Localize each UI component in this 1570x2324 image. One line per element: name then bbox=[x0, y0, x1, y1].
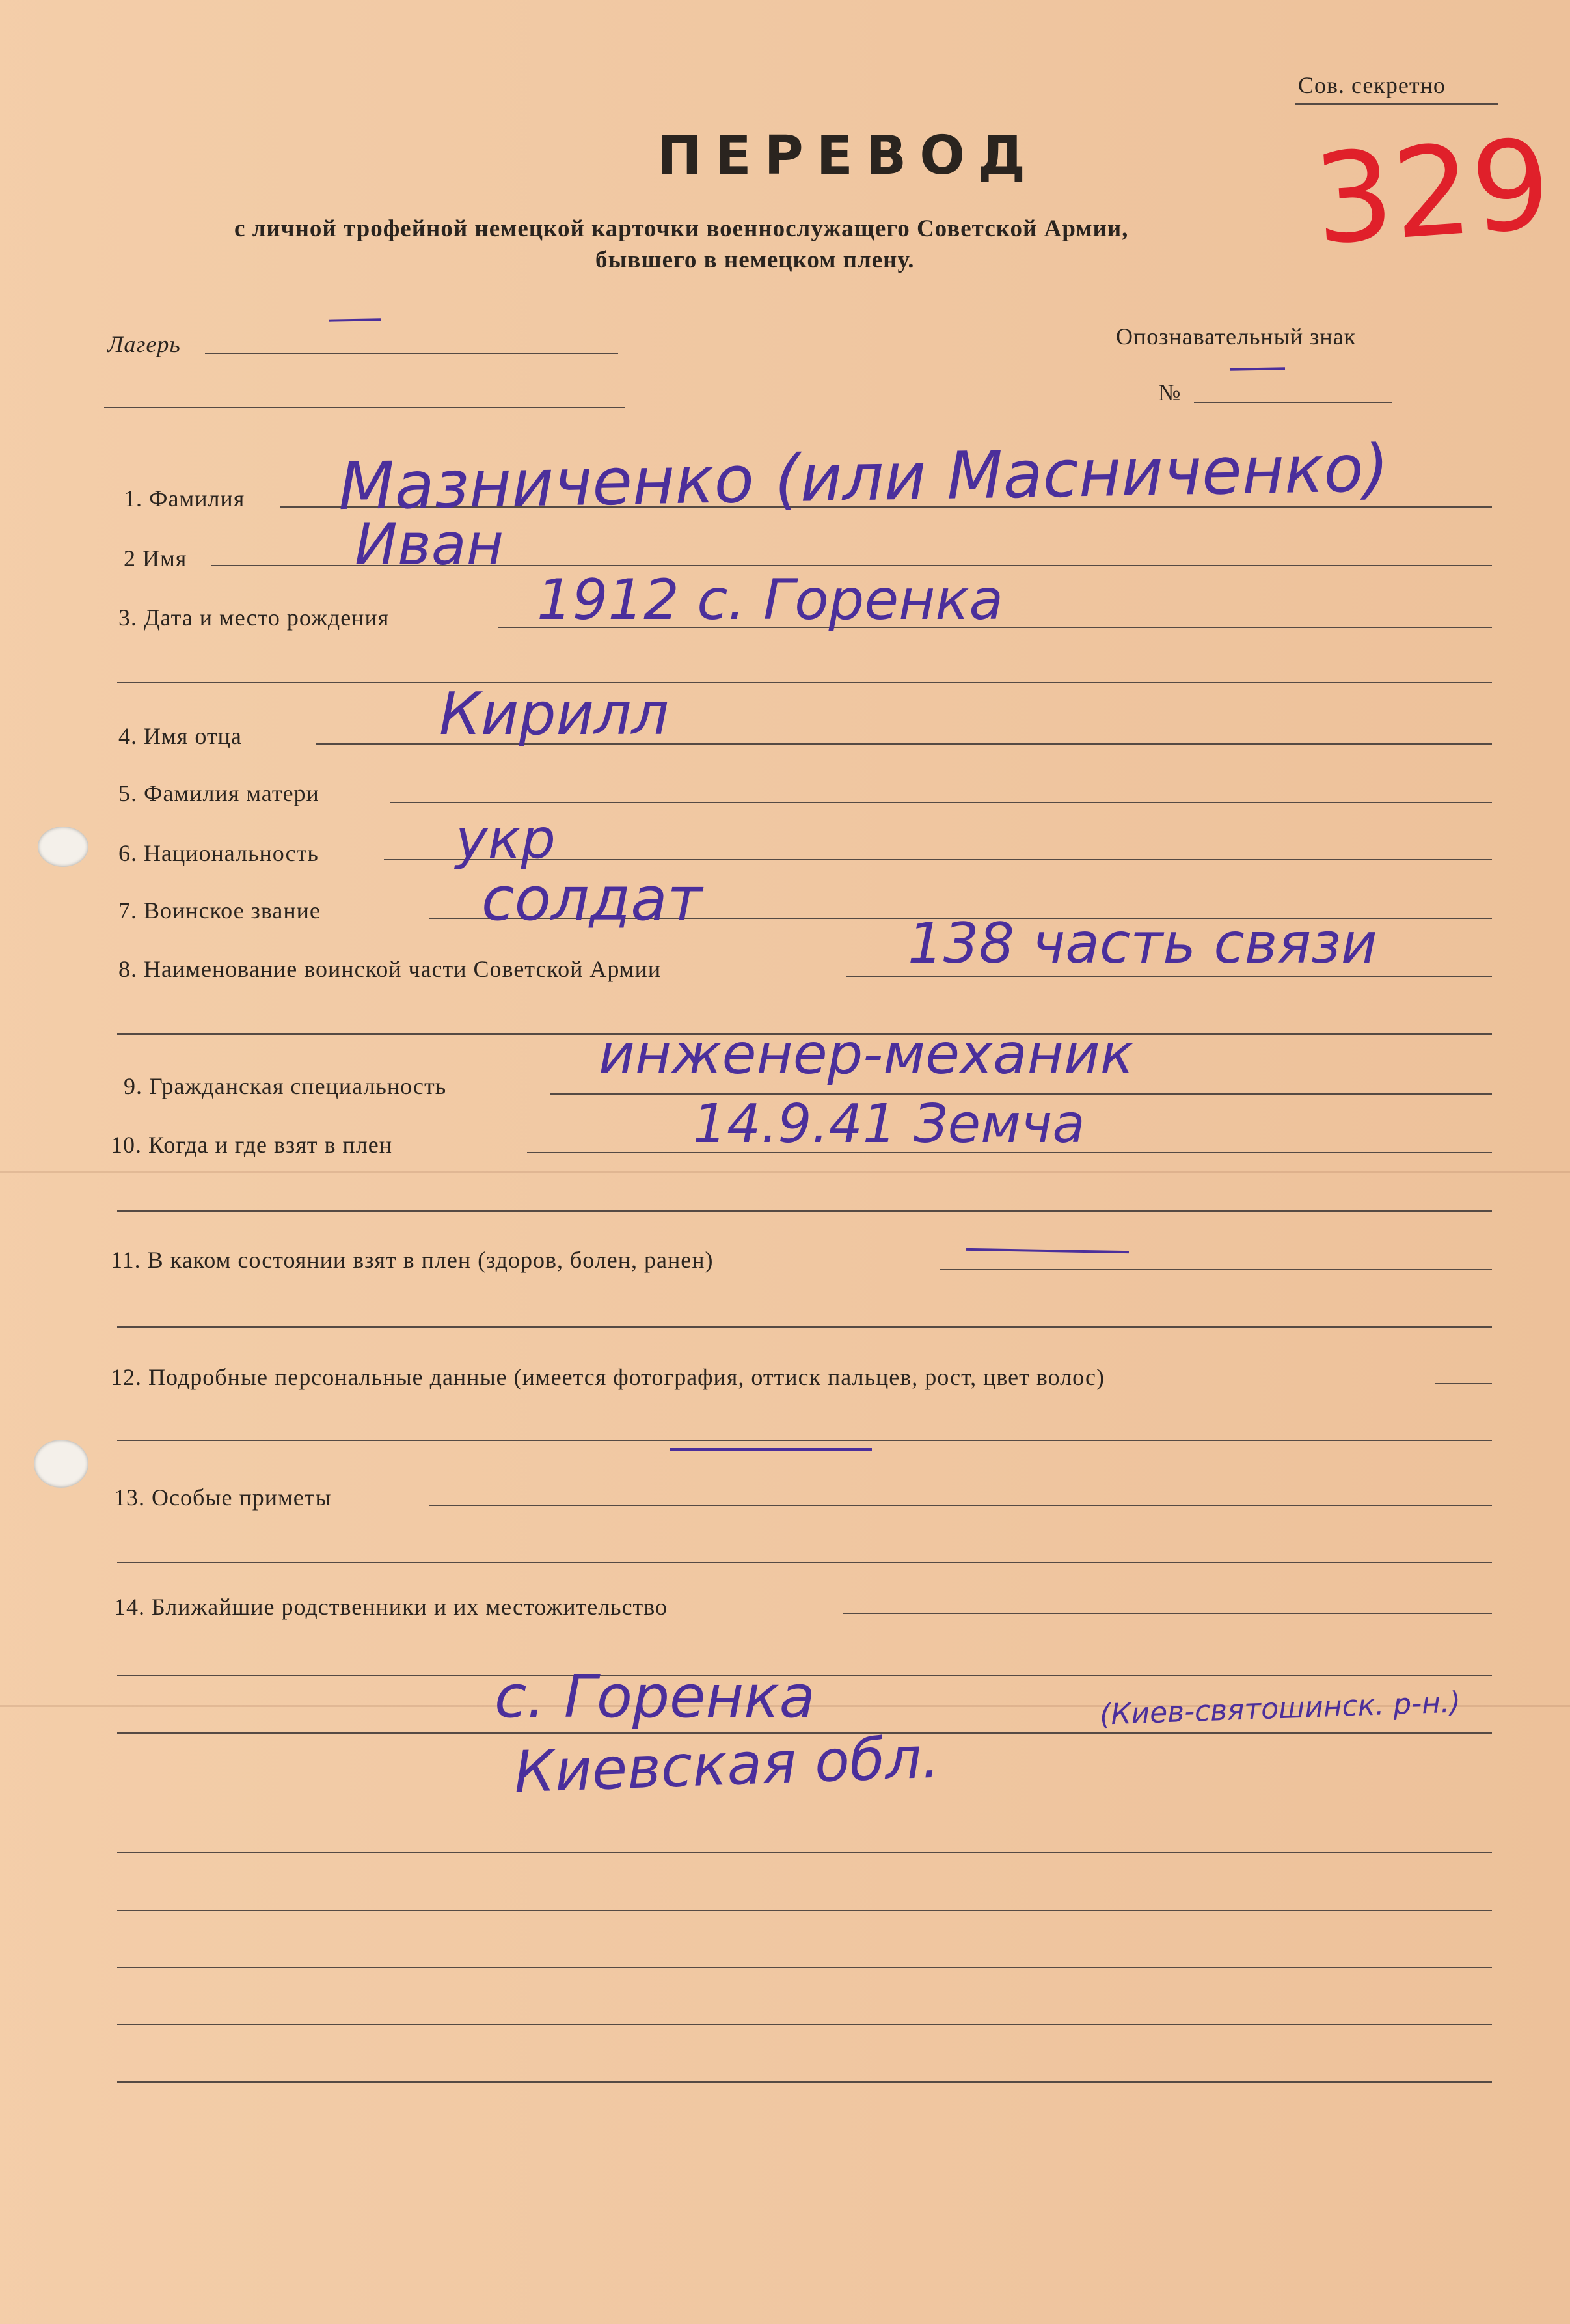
field-label-captured: 10. Когда и где взят в плен bbox=[111, 1132, 393, 1158]
id-tag-label: Опознавательный знак bbox=[1116, 323, 1357, 349]
field-label-father-name: 4. Имя отца bbox=[118, 723, 242, 749]
punch-hole-bottom bbox=[34, 1440, 88, 1488]
document-title: ПЕРЕВОД bbox=[657, 125, 1038, 187]
handwritten-first-name: Иван bbox=[355, 511, 504, 578]
archive-number: 329 bbox=[1309, 112, 1555, 273]
document-subtitle-line1: с личной трофейной немецкой карточки военнослужащего Советской Армии, bbox=[234, 215, 1129, 242]
field-label-special-marks: 13. Особые приметы bbox=[114, 1484, 332, 1511]
field-label-specialty: 9. Гражданская специальность bbox=[124, 1073, 447, 1099]
classification-mark: Сов. секретно bbox=[1298, 72, 1446, 98]
field-label-mother-surname: 5. Фамилия матери bbox=[118, 780, 319, 806]
handwritten-rank: солдат bbox=[481, 864, 703, 934]
camp-label: Лагерь bbox=[107, 331, 181, 357]
handwritten-specialty: инженер-механик bbox=[599, 1022, 1134, 1087]
id-number-sign: № bbox=[1158, 379, 1182, 405]
handwritten-unit: 138 часть связи bbox=[908, 911, 1377, 976]
document-subtitle-line2: бывшего в немецком плену. bbox=[595, 247, 915, 273]
field-label-first-name: 2 Имя bbox=[124, 545, 187, 571]
field-label-relatives: 14. Ближайшие родственники и их местожительство bbox=[114, 1594, 668, 1620]
field-label-birth: 3. Дата и место рождения bbox=[118, 605, 390, 631]
handwritten-father-name: Кирилл bbox=[439, 680, 670, 748]
field-label-personal-data: 12. Подробные персональные данные (имеется фотография, оттиск пальцев, рост, цвет волос) bbox=[111, 1364, 1105, 1390]
handwritten-relatives-district: (Киев-святошинск. р-н.) bbox=[1099, 1686, 1461, 1732]
field-label-surname: 1. Фамилия bbox=[124, 485, 245, 512]
handwritten-birth: 1912 с. Горенка bbox=[537, 567, 1004, 633]
field-label-rank: 7. Воинское звание bbox=[118, 897, 321, 923]
handwritten-captured: 14.9.41 Земча bbox=[693, 1093, 1085, 1155]
handwritten-surname: Мазниченко (или Масниченко) bbox=[338, 430, 1390, 525]
punch-hole-top bbox=[38, 827, 88, 867]
field-label-unit: 8. Наименование воинской части Советской Армии bbox=[118, 956, 662, 982]
field-label-condition: 11. В каком состоянии взят в плен (здоров, болен, ранен) bbox=[111, 1247, 714, 1273]
field-label-nationality: 6. Национальность bbox=[118, 840, 319, 866]
handwritten-relatives-region: Киевская обл. bbox=[513, 1723, 941, 1806]
handwritten-relatives-place: с. Горенка bbox=[494, 1663, 815, 1731]
handwritten-nationality: укр bbox=[455, 807, 556, 871]
